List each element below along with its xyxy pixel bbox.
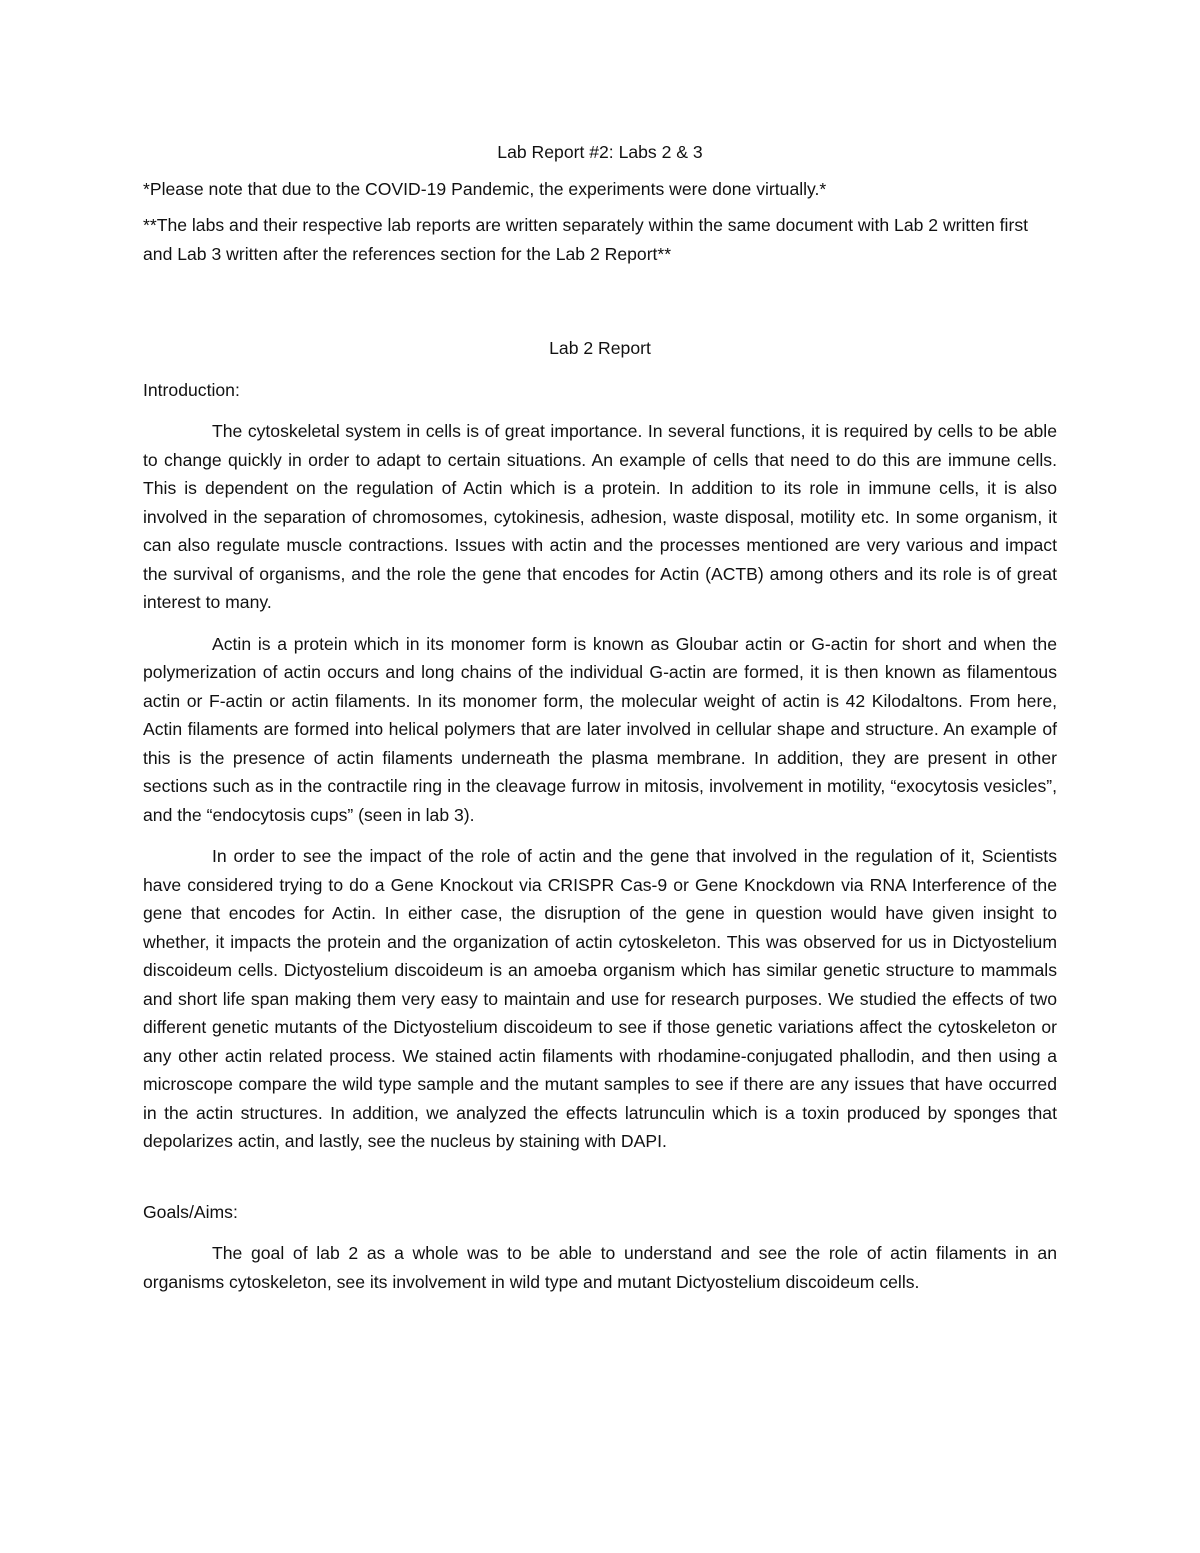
covid-note: *Please note that due to the COVID-19 Pandemic, the experiments were done virtually.* <box>143 178 827 199</box>
goals-heading: Goals/Aims: <box>143 1201 238 1222</box>
introduction-paragraph: Actin is a protein which in its monomer form is known as Gloubar actin or G-actin for short and when the polymerization of actin occurs and long chains of the individual G-actin are formed, it is then known as filamentous actin or F-actin or actin filaments. In its monomer form, the molecular weight of actin is 42 Kilodaltons. From here, Actin filaments are formed into helical polymers that are later involved in cellular shape and structure. An example of this is the presence of actin filaments underneath the plasma membrane. In addition, they are present in other sections such as in the contractile ring in the cleavage furrow in mitosis, involvement in motility, “exocytosis vesicles”, and the “endocytosis cups” (seen in lab 3). <box>143 633 1057 825</box>
goals-paragraph: The goal of lab 2 as a whole was to be able to understand and see the role of actin filaments in an organisms cytoskeleton, see its involvement in wild type and mutant Dictyostelium discoideum cells. <box>143 1243 1057 1292</box>
introduction-heading: Introduction: <box>143 379 240 400</box>
document-title: Lab Report #2: Labs 2 & 3 <box>497 142 703 162</box>
introduction-paragraph: In order to see the impact of the role of actin and the gene that involved in the regulation of it, Scientists have considered trying to do a Gene Knockout via CRISPR Cas-9 or Gene Knockdown via RNA Interference of the gene that encodes for Actin. In either case, the disruption of the gene in question would have given insight to whether, it impacts the protein and the organization of actin cytoskeleton. This was observed for us in Dictyostelium discoideum cells. Dictyostelium discoideum is an amoeba organism which has similar genetic structure to mammals and short life span making them very easy to maintain and use for research purposes. We studied the effects of two different genetic mutants of the Dictyostelium discoideum to see if those genetic variations affect the cytoskeleton or any other actin related process. We stained actin filaments with rhodamine-conjugated phallodin, and then using a microscope compare the wild type sample and the mutant samples to see if there are any issues that have occurred in the actin structures. In addition, we analyzed the effects latrunculin which is a toxin produced by sponges that depolarizes actin, and lastly, see the nucleus by staining with DAPI. <box>143 846 1057 1151</box>
structure-note: **The labs and their respective lab reports are written separately within the same document with Lab 2 written first and Lab 3 written after the references section for the Lab 2 Report** <box>143 215 1029 264</box>
introduction-paragraph: The cytoskeletal system in cells is of great importance. In several functions, it is required by cells to be able to change quickly in order to adapt to certain situations. An example of cells that need to do this are immune cells. This is dependent on the regulation of Actin which is a protein. In addition to its role in immune cells, it is also involved in the separation of chromosomes, cytokinesis, adhesion, waste disposal, motility etc. In some organism, it can also regulate muscle contractions. Issues with actin and the processes mentioned are very various and impact the survival of organisms, and the role the gene that encodes for Actin (ACTB) among others and its role is of great interest to many. <box>143 421 1057 612</box>
document-page <box>143 138 1057 1309</box>
section-title: Lab 2 Report <box>549 338 651 358</box>
